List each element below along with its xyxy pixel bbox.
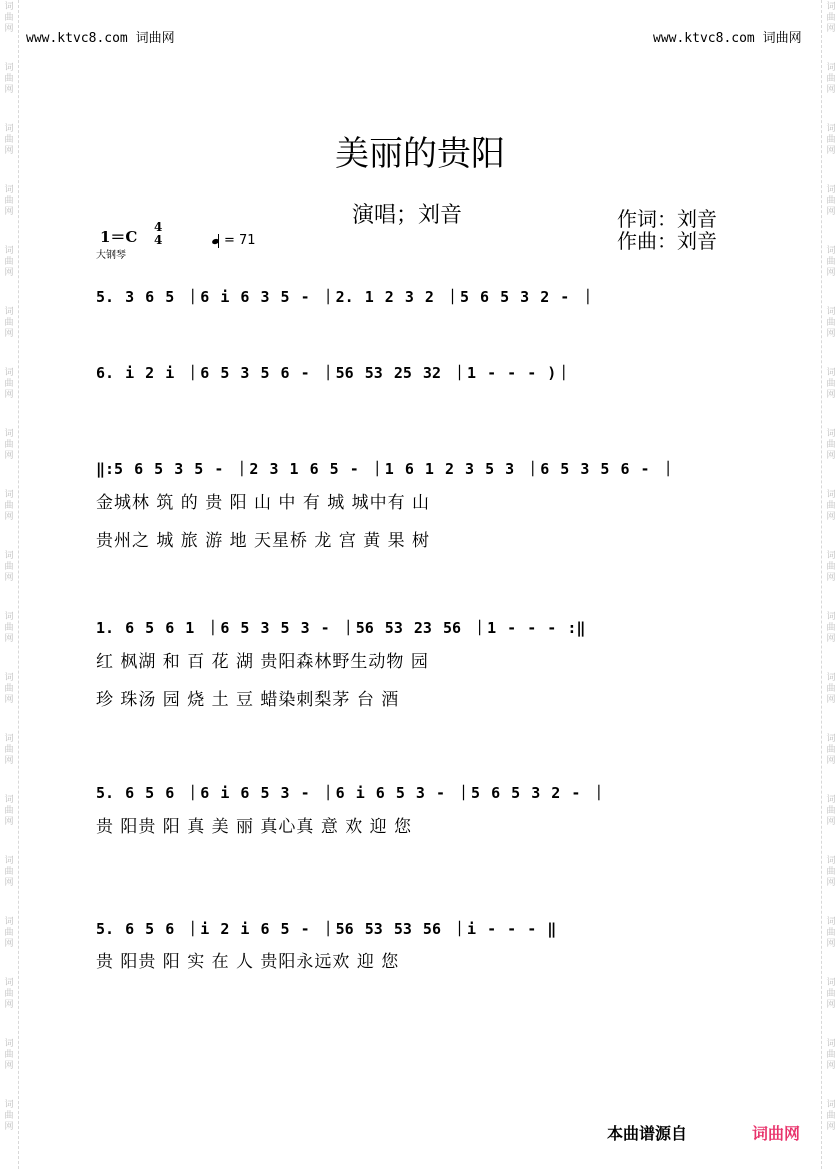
song-title: 美丽的贵阳 [335, 134, 505, 174]
watermark-text: 词 曲 网 [4, 612, 14, 644]
watermark-text: 词 曲 网 [826, 490, 836, 522]
lyrics-verse-1-line-2: 红 枫湖 和 百 花 湖 贵阳森林野生动物 园 [96, 652, 429, 672]
watermark-text: 词 曲 网 [4, 795, 14, 827]
watermark-text: 词 曲 网 [826, 246, 836, 278]
watermark-text: 词 曲 网 [4, 551, 14, 583]
header-right-url[interactable]: www.ktvc8.com 词曲网 [653, 31, 802, 46]
watermark-text: 词 曲 网 [4, 490, 14, 522]
notation-line: 1. 6 5 6 1 ｜6 5 3 5 3 - ｜56 53 23 56 ｜1 - - - :‖ [96, 619, 586, 637]
tempo-marking [212, 233, 256, 248]
watermark-text: 词 曲 网 [826, 2, 836, 34]
left-watermark-strip [0, 0, 19, 1169]
watermark-text: 词 曲 网 [826, 551, 836, 583]
score-row-2 [96, 362, 756, 402]
header-left-url[interactable]: www.ktvc8.com 词曲网 [26, 31, 175, 46]
instrument-label: 大钢琴 [96, 250, 126, 261]
watermark-text: 词 曲 网 [826, 795, 836, 827]
notation-line: 5. 6 5 6 ｜i 2 i 6 5 - ｜56 53 53 56 ｜i - - - ‖ [96, 920, 557, 938]
watermark-text: 词 曲 网 [4, 246, 14, 278]
watermark-text: 词 曲 网 [4, 124, 14, 156]
lyrics-line-6: 贵 阳贵 阳 实 在 人 贵阳永远欢 迎 您 [96, 952, 400, 972]
right-watermark-strip [821, 0, 840, 1169]
watermark-text: 词 曲 网 [4, 673, 14, 705]
watermark-text: 词 曲 网 [826, 856, 836, 888]
notation-line: 5. 3 6 5 ｜6 i 6 3 5 - ｜2. 1 2 3 2 ｜5 6 5 3 2 - ｜ [96, 288, 596, 306]
watermark-text: 词 曲 网 [826, 63, 836, 95]
watermark-text: 词 曲 网 [4, 1039, 14, 1071]
watermark-text: 词 曲 网 [4, 185, 14, 217]
watermark-text: 词 曲 网 [826, 307, 836, 339]
watermark-text: 词 曲 网 [826, 978, 836, 1010]
lyrics-verse-1-line-1: 金城林 筑 的 贵 阳 山 中 有 城 城中有 山 [96, 493, 431, 513]
watermark-text: 词 曲 网 [4, 1100, 14, 1132]
watermark-text: 词 曲 网 [4, 63, 14, 95]
watermark-text: 词 曲 网 [4, 368, 14, 400]
watermark-text: 词 曲 网 [826, 429, 836, 461]
singer-credit: 演唱；刘音 [352, 203, 463, 228]
tempo-value: = 71 [224, 233, 256, 248]
lyrics-verse-2-line-1: 贵州之 城 旅 游 地 天星桥 龙 宫 黄 果 树 [96, 531, 431, 551]
watermark-text: 词 曲 网 [826, 1039, 836, 1071]
watermark-text: 词 曲 网 [4, 2, 14, 34]
watermark-text: 词 曲 网 [826, 612, 836, 644]
watermark-text: 词 曲 网 [4, 917, 14, 949]
meter-bottom: 4 [154, 233, 163, 247]
footer-site-link[interactable]: 词曲网 [752, 1124, 801, 1143]
time-signature [154, 221, 162, 247]
watermark-text: 词 曲 网 [4, 429, 14, 461]
notation-line: ‖:5 6 5 3 5 - ｜2 3 1 6 5 - ｜1 6 1 2 3 5 3 ｜6 5 3 5 6 - ｜ [96, 460, 676, 478]
meter-top: 4 [154, 220, 163, 234]
watermark-text: 词 曲 网 [826, 124, 836, 156]
notation-line: 5. 6 5 6 ｜6 i 6 5 3 - ｜6 i 6 5 3 - ｜5 6 5 3 2 - ｜ [96, 784, 607, 802]
composer-credit: 作曲：刘音 [617, 229, 717, 253]
watermark-text: 词 曲 网 [826, 673, 836, 705]
watermark-text: 词 曲 网 [4, 734, 14, 766]
watermark-text: 词 曲 网 [4, 856, 14, 888]
watermark-text: 词 曲 网 [826, 368, 836, 400]
key-signature: 1＝C [100, 228, 138, 246]
watermark-text: 词 曲 网 [826, 1100, 836, 1132]
score-row-1 [96, 286, 756, 326]
watermark-text: 词 曲 网 [4, 307, 14, 339]
watermark-text: 词 曲 网 [826, 185, 836, 217]
watermark-text: 词 曲 网 [826, 734, 836, 766]
watermark-text: 词 曲 网 [826, 917, 836, 949]
lyrics-verse-2-line-2: 珍 珠汤 园 烧 土 豆 蜡染刺梨茅 台 酒 [96, 690, 400, 710]
lyrics-line-5: 贵 阳贵 阳 真 美 丽 真心真 意 欢 迎 您 [96, 817, 413, 837]
watermark-text: 词 曲 网 [4, 978, 14, 1010]
lyricist-credit: 作词：刘音 [617, 207, 717, 231]
notation-line: 6. i 2 i ｜6 5 3 5 6 - ｜56 53 25 32 ｜1 - - - )｜ [96, 364, 572, 382]
footer-source-label: 本曲谱源自 [607, 1124, 688, 1143]
